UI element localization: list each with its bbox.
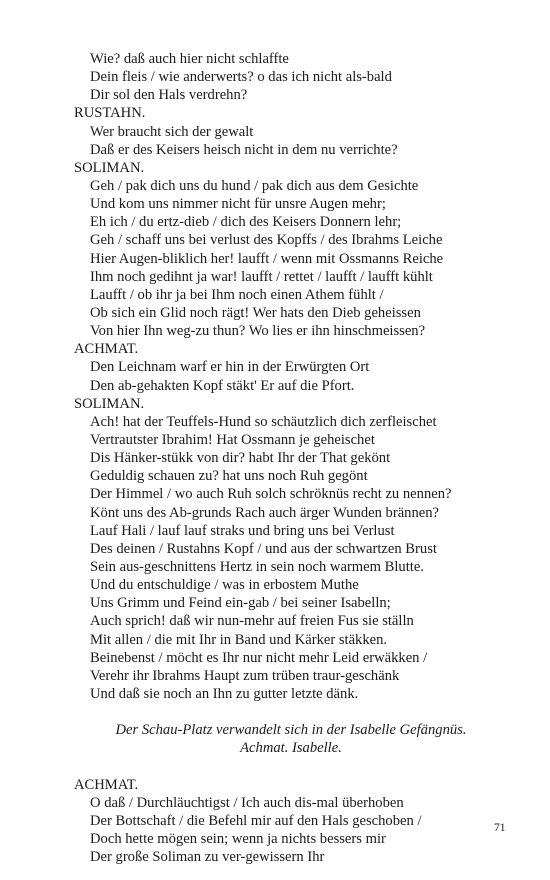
verse-line: Mit allen / die mit Ihr in Band und Kärker stäkken. [90, 631, 388, 648]
verse-line: Laufft / ob ihr ja bei Ihm noch einen Athem fühlt / [90, 286, 384, 303]
verse-line: Den ab-gehakten Kopf stäkt' Er auf die Pfort. [90, 377, 355, 394]
verse-line: Könt uns des Ab-grunds Rach auch ärger Wunden brännen? [90, 504, 440, 521]
verse-line: Eh ich / du ertz-dieb / dich des Keisers Donnern lehr; [90, 214, 402, 231]
verse-line: Dir sol den Hals verdrehn? [90, 87, 248, 104]
verse-line: Dis Hänker-stükk von dir? habt Ihr der That gekönt [90, 450, 391, 467]
speaker-name: SOLIMAN. [74, 159, 145, 176]
verse-line: Ach! hat der Teuffels-Hund so schäutzlich dich zerfleischet [90, 413, 437, 430]
verse-line: Vertrautster Ibrahim! Hat Ossmann je geheischet [90, 431, 375, 448]
verse-line: Auch sprich! daß wir nun-mehr auf freien Fus sie ställn [90, 613, 414, 630]
blank-line [74, 703, 494, 721]
verse-line: Den Leichnam warf er hin in der Erwürgten Ort [90, 359, 370, 376]
verse-line: Geduldig schauen zu? hat uns noch Ruh gegönt [90, 468, 368, 485]
verse-line: Der Bottschaft / die Befehl mir auf den Hals geschoben / [90, 812, 422, 829]
verse-line: Dein fleis / wie anderwerts? o das ich nicht als-bald [90, 69, 392, 86]
drama-text-block [74, 50, 494, 866]
verse-line: O daß / Durchläuchtigst / Ich auch dis-mal überhoben [90, 794, 404, 811]
verse-line: Geh / pak dich uns du hund / pak dich aus dem Gesichte [90, 177, 419, 194]
verse-line: Ob sich ein Glid noch rägt! Wer hats den Dieb geheissen [90, 304, 421, 321]
verse-line: Ihm noch gedihnt ja war! laufft / rettet / laufft / laufft kühlt [90, 268, 433, 285]
verse-line: Und du entschuldige / was in erbostem Muthe [90, 577, 359, 594]
verse-line: Wie? daß auch hier nicht schlaffte [90, 51, 289, 67]
verse-line: Uns Grimm und Feind ein-gab / bei seiner Isabelln; [90, 595, 391, 612]
verse-line: Des deinen / Rustahns Kopf / und aus der schwartzen Brust [90, 540, 437, 557]
speaker-name: RUSTAHN. [74, 105, 146, 122]
verse-line: Von hier Ihn weg-zu thun? Wo lies er ihn hinschmeissen? [90, 323, 426, 340]
verse-line: Sein aus-geschnittens Hertz in sein noch warmem Blutte. [90, 558, 424, 575]
verse-line: Doch hette mögen sein; wenn ja nichts bessers mir [90, 831, 386, 848]
speaker-name: ACHMAT. [74, 776, 139, 793]
page-number: 71 [494, 822, 506, 834]
blank-line [74, 757, 494, 775]
verse-line: Daß er des Keisers heisch nicht in dem nu verrichte? [90, 141, 398, 158]
stage-direction: Achmat. Isabelle. [240, 740, 342, 757]
verse-line: Hier Augen-bliklich her! laufft / wenn mit Ossmanns Reiche [90, 250, 444, 267]
verse-line: Geh / schaff uns bei verlust des Kopffs / des Ibrahms Leiche [90, 232, 443, 249]
verse-line: Der Himmel / wo auch Ruh solch schröknüs recht zu nennen? [90, 486, 452, 503]
verse-line: Und daß sie noch an Ihn zu gutter letzte dänk. [90, 685, 359, 702]
verse-line: Wer braucht sich der gewalt [90, 123, 254, 140]
verse-line: Lauf Hali / lauf lauf straks und bring uns bei Verlust [90, 522, 395, 539]
verse-line: Und kom uns nimmer nicht für unsre Augen mehr; [90, 196, 386, 213]
verse-line: Verehr ihr Ibrahms Haupt zum trüben traur-geschänk [90, 667, 400, 684]
speaker-name: SOLIMAN. [74, 395, 145, 412]
verse-line: Der große Soliman zu ver-gewissern Ihr [90, 849, 325, 866]
stage-direction: Der Schau-Platz verwandelt sich in der Isabelle Gefängnüs. [115, 722, 467, 739]
speaker-name: ACHMAT. [74, 341, 139, 358]
verse-line: Beinebenst / möcht es Ihr nur nicht mehr Leid erwäkken / [90, 649, 428, 666]
